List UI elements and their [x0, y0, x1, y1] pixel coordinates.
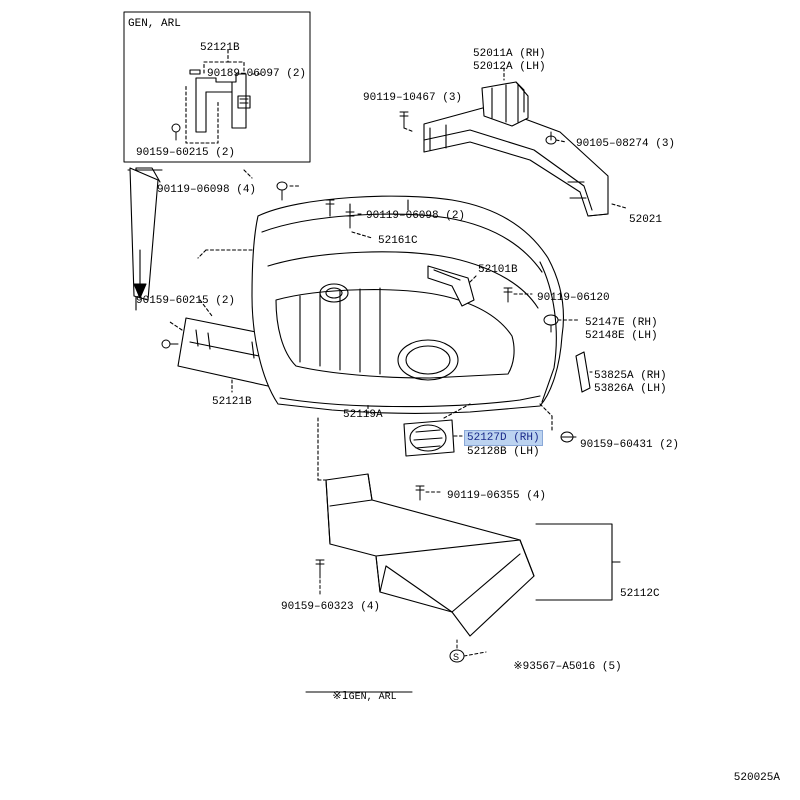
label-52112c: 52112C: [620, 588, 660, 600]
label-93567-a5016-group: [487, 646, 622, 687]
note-star-icon: ※: [513, 659, 523, 672]
label-90119-10467: 90119–10467 (3): [363, 92, 463, 104]
label-53826a-lh: 53826A (LH): [594, 383, 667, 395]
label-52101b: 52101B: [478, 264, 518, 276]
label-52161c: 52161C: [378, 235, 418, 247]
label-52147e-rh: 52147E (RH): [585, 317, 658, 329]
label-90119-06098-4: 90119–06098 (4): [157, 184, 257, 196]
label-52121b-mid: 52121B: [212, 396, 252, 408]
svg-text:S: S: [453, 652, 460, 662]
bottom-note: [306, 676, 397, 717]
label-gen-arl-box: GEN, ARL: [128, 18, 181, 30]
label-90105-08274: 90105–08274 (3): [576, 138, 676, 150]
note-star-1-icon: ※1: [332, 689, 349, 702]
label-90159-60215-mid: 90159–60215 (2): [136, 295, 236, 307]
label-90159-60431: 90159–60431 (2): [580, 439, 680, 451]
label-90119-06355: 90119–06355 (4): [447, 490, 547, 502]
label-52021: 52021: [629, 214, 663, 226]
bottom-note-text: GEN, ARL: [348, 692, 397, 703]
label-52127d-rh-highlighted[interactable]: 52127D (RH): [464, 430, 543, 446]
label-52119a: 52119A: [343, 409, 383, 421]
label-52011a-rh: 52011A (RH): [473, 48, 546, 60]
label-90119-06120: 90119–06120: [537, 292, 610, 304]
label-53825a-rh: 53825A (RH): [594, 370, 667, 382]
label-52012a-lh: 52012A (LH): [473, 61, 546, 73]
label-93567-a5016: 93567–A5016 (5): [522, 661, 622, 673]
label-90159-60323: 90159–60323 (4): [281, 601, 381, 613]
label-52121b-top: 52121B: [200, 42, 240, 54]
label-52128b-lh: 52128B (LH): [467, 446, 540, 458]
label-90189-06097: 90189–06097 (2): [207, 68, 307, 80]
label-90159-60215-top: 90159–60215 (2): [136, 147, 236, 159]
label-90119-06098-2: 90119–06098 (2): [366, 210, 466, 222]
label-52148e-lh: 52148E (LH): [585, 330, 658, 342]
diagram-footer-code: 520025A: [733, 772, 780, 784]
